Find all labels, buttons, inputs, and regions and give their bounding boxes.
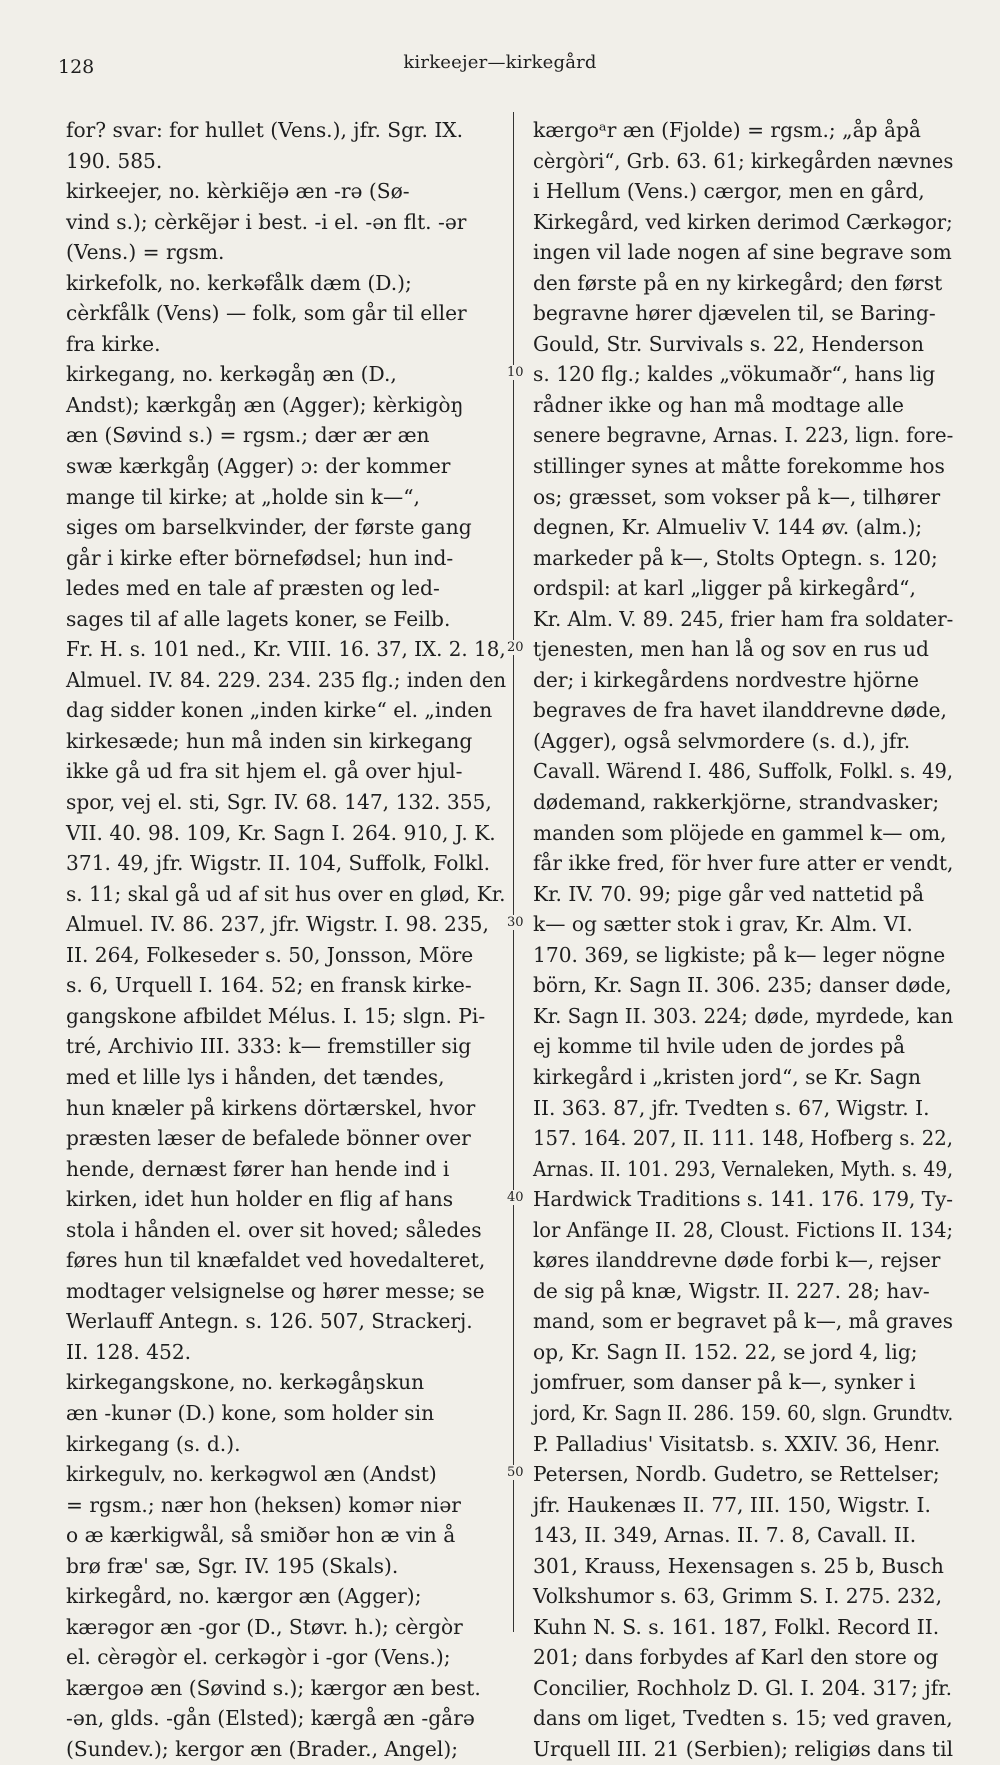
- left-column-line: gangskone afbildet Mélus. I. 15; slgn. Pi-: [66, 1003, 486, 1028]
- right-column-line: kirkegård i „kristen jord“, se Kr. Sagn: [533, 1064, 921, 1089]
- left-column-line: kirkefolk, no. kerkəfålk dæm (D.);: [66, 270, 412, 295]
- right-column-line: P. Palladius' Visitatsb. s. XXIV. 36, Henr.: [533, 1431, 941, 1456]
- right-column-line: jomfruer, som danser på k—, synker i: [533, 1370, 916, 1395]
- right-column-line: Volkshumor s. 63, Grimm S. I. 275. 232,: [533, 1584, 943, 1609]
- left-column-line: Almuel. IV. 86. 237, jfr. Wigstr. I. 98. 235,: [66, 912, 489, 937]
- right-column-line: tjenesten, men han lå og sov en rus ud: [533, 637, 929, 662]
- left-column-line: Fr. H. s. 101 ned., Kr. VIII. 16. 37, IX. 2. 18,: [66, 637, 506, 662]
- right-column-line: degnen, Kr. Almueliv V. 144 øv. (alm.);: [533, 515, 923, 540]
- right-column-line: Cavall. Wärend I. 486, Suffolk, Folkl. s. 49,: [533, 759, 954, 784]
- left-column-line: æn (Søvind s.) = rgsm.; dær ær æn: [66, 423, 430, 448]
- left-column-line: kirkegang, no. kerkəgåŋ æn (D.,: [66, 362, 397, 387]
- left-column-line: for? svar: for hullet (Vens.), jfr. Sgr. IX.: [66, 118, 464, 142]
- left-column-line: vind s.); cèrkẽjər i best. -i el. -ən flt. -ər: [66, 209, 467, 234]
- left-column-line: cèrkfålk (Vens) — folk, som går til eller: [66, 301, 467, 326]
- left-column-line: kirkesæde; hun må inden sin kirkegang: [66, 728, 473, 753]
- left-column-line: præsten læser de befalede bönner over: [66, 1126, 471, 1151]
- left-column-line: kirkegulv, no. kerkəgwol æn (Andst): [66, 1462, 437, 1487]
- right-column-line: manden som plöjede en gammel k— om,: [533, 820, 947, 845]
- right-column-line: begraves de fra havet ilanddrevne døde,: [533, 698, 947, 723]
- right-column-line: (Agger), også selvmordere (s. d.), jfr.: [533, 728, 911, 753]
- left-column-line: (Vens.) = rgsm.: [66, 240, 225, 265]
- left-column-line: Andst); kærkgåŋ æn (Agger); kèrkigòŋ: [66, 392, 464, 417]
- left-column-line: tré, Archivio III. 333: k— fremstiller sig: [66, 1034, 472, 1059]
- right-column-line: jfr. Haukenæs II. 77, III. 150, Wigstr. I.: [533, 1492, 931, 1517]
- left-column-line: el. cèrəgòr el. cerkəgòr i -gor (Vens.);: [66, 1645, 451, 1670]
- left-column-line: kirken, idet hun holder en flig af hans: [66, 1187, 454, 1212]
- left-column-line: brø fræ' sæ, Sgr. IV. 195 (Skals).: [66, 1553, 399, 1578]
- right-column-line: de sig på knæ, Wigstr. II. 227. 28; hav-: [533, 1278, 930, 1303]
- left-column-line: II. 264, Folkeseder s. 50, Jonsson, Möre: [66, 942, 474, 967]
- right-column-line: Kuhn N. S. s. 161. 187, Folkl. Record II.: [533, 1614, 940, 1639]
- left-column-line: s. 11; skal gå ud af sit hus over en glød, Kr.: [66, 881, 506, 906]
- right-column-line: jord, Kr. Sagn II. 286. 159. 60, slgn. Grundtv.: [533, 1400, 954, 1425]
- right-column-line: Kirkegård, ved kirken derimod Cærkəgor;: [533, 209, 953, 234]
- right-column-line: køres ilanddrevne døde forbi k—, rejser: [533, 1248, 941, 1273]
- right-column-line: dødemand, rakkerkjörne, strandvasker;: [533, 790, 940, 815]
- left-column-line: kærgoə æn (Søvind s.); kærgor æn best.: [66, 1675, 481, 1700]
- left-column-line: føres hun til knæfaldet ved hovedalteret,: [66, 1248, 486, 1273]
- right-column-line: dans om liget, Tvedten s. 15; ved graven,: [533, 1706, 953, 1731]
- left-column-line: o æ kærkigwål, så smiðər hon æ vin å: [66, 1523, 456, 1548]
- left-column-line: hende, dernæst fører han hende ind i: [66, 1156, 450, 1181]
- right-column-line: 143, II. 349, Arnas. II. 7. 8, Cavall. II.: [533, 1523, 917, 1548]
- right-column-line: Kr. IV. 70. 99; pige går ved nattetid på: [533, 881, 925, 906]
- right-column-line: ej komme til hvile uden de jordes på: [533, 1034, 906, 1059]
- left-column-line: -ən, glds. -gån (Elsted); kærgå æn -gårə: [66, 1706, 475, 1731]
- left-column-line: fra kirke.: [66, 331, 161, 356]
- right-column: [533, 115, 953, 1765]
- right-column-line: k— og sætter stok i grav, Kr. Alm. VI.: [533, 912, 913, 937]
- left-column-line: II. 128. 452.: [66, 1339, 192, 1364]
- line-number-30: 30: [507, 915, 524, 930]
- left-column-line: ledes med en tale af præsten og led-: [66, 576, 440, 601]
- left-column-line: går i kirke efter börnefødsel; hun ind-: [66, 545, 454, 570]
- right-column-line: får ikke fred, för hver fure atter er vendt,: [533, 851, 954, 876]
- left-column-line: dag sidder konen „inden kirke“ el. „inden: [66, 698, 493, 723]
- left-column-line: Almuel. IV. 84. 229. 234. 235 flg.; inden den: [66, 667, 507, 692]
- line-number-20: 20: [507, 640, 524, 655]
- left-column-line: kirkegang (s. d.).: [66, 1431, 241, 1456]
- left-column-line: siges om barselkvinder, der første gang: [66, 515, 472, 540]
- right-column-line: den første på en ny kirkegård; den først: [533, 270, 943, 295]
- right-column-line: börn, Kr. Sagn II. 306. 235; danser døde,: [533, 973, 952, 998]
- left-column-line: kirkegård, no. kærgor æn (Agger);: [66, 1584, 422, 1609]
- right-column-line: cèrgòri“, Grb. 63. 61; kirkegården nævnes: [533, 148, 954, 173]
- left-column-line: stola i hånden el. over sit hoved; således: [66, 1217, 482, 1242]
- right-column-line: ingen vil lade nogen af sine begrave som: [533, 240, 952, 265]
- right-column-line: i Hellum (Vens.) cærgor, men en gård,: [533, 179, 925, 204]
- left-column-line: s. 6, Urquell I. 164. 52; en fransk kirke-: [66, 973, 472, 998]
- right-column-line: lor Anfänge II. 28, Cloust. Fictions II. 134;: [533, 1217, 954, 1242]
- left-column-line: æn -kunər (D.) kone, som holder sin: [66, 1400, 435, 1425]
- right-column-line: Petersen, Nordb. Gudetro, se Rettelser;: [533, 1462, 940, 1487]
- left-column-line: modtager velsignelse og hører messe; se: [66, 1278, 485, 1303]
- right-column-line: op, Kr. Sagn II. 152. 22, se jord 4, lig;: [533, 1339, 918, 1364]
- right-column-line: Concilier, Rochholz D. Gl. I. 204. 317; jfr.: [533, 1675, 953, 1700]
- left-column-line: VII. 40. 98. 109, Kr. Sagn I. 264. 910, J. K.: [66, 820, 496, 845]
- left-column-line: 371. 49, jfr. Wigstr. II. 104, Suffolk, Folkl.: [66, 851, 491, 876]
- right-column-line: 201; dans forbydes af Karl den store og: [533, 1645, 939, 1670]
- right-column-line: 301, Krauss, Hexensagen s. 25 b, Busch: [533, 1553, 944, 1578]
- right-column-line: II. 363. 87, jfr. Tvedten s. 67, Wigstr. I.: [533, 1095, 930, 1120]
- right-column-line: rådner ikke og han må modtage alle: [533, 392, 905, 417]
- right-column-line: mand, som er begravet på k—, må graves: [533, 1309, 953, 1334]
- right-column-line: der; i kirkegårdens nordvestre hjörne: [533, 667, 919, 692]
- left-column-line: spor, vej el. sti, Sgr. IV. 68. 147, 132. 355,: [66, 790, 492, 815]
- right-column-line: begravne hører djævelen til, se Baring-: [533, 301, 936, 326]
- left-column-line: mange til kirke; at „holde sin k—“,: [66, 484, 420, 509]
- left-column-line: kærəgor æn -gor (D., Støvr. h.); cèrgòr: [66, 1614, 463, 1639]
- left-column-line: 190. 585.: [66, 148, 163, 173]
- running-title: kirkeejer—kirkegård: [403, 52, 597, 73]
- left-column-line: med et lille lys i hånden, det tændes,: [66, 1064, 445, 1089]
- line-number-40: 40: [507, 1190, 524, 1205]
- right-column-line: ordspil: at karl „ligger på kirkegård“,: [533, 576, 916, 601]
- right-column-line: Urquell III. 21 (Serbien); religiøs dans til: [533, 1736, 954, 1761]
- page-number: 128: [58, 56, 95, 78]
- left-column-line: sages til af alle lagets koner, se Feilb.: [66, 606, 451, 631]
- right-column-line: Arnas. II. 101. 293, Vernaleken, Myth. s. 49,: [533, 1156, 954, 1181]
- line-number-10: 10: [507, 365, 524, 380]
- right-column-line: markeder på k—, Stolts Optegn. s. 120;: [533, 545, 938, 570]
- right-column-line: kærgoᵃr æn (Fjolde) = rgsm.; „åp åpå: [533, 118, 921, 142]
- right-column-line: os; græsset, som vokser på k—, tilhører: [533, 484, 941, 509]
- right-column-line: 157. 164. 207, II. 111. 148, Hofberg s. 22,: [533, 1126, 954, 1151]
- left-column-line: (Sundev.); kergor æn (Brader., Angel);: [66, 1736, 458, 1761]
- right-column-line: Kr. Alm. V. 89. 245, frier ham fra soldater-: [533, 606, 954, 631]
- left-column-line: ikke gå ud fra sit hjem el. gå over hjul-: [66, 759, 463, 784]
- column-divider: [513, 112, 514, 1632]
- left-column: [66, 115, 506, 1765]
- left-column-line: hun knæler på kirkens dörtærskel, hvor: [66, 1095, 476, 1120]
- right-column-line: s. 120 flg.; kaldes „vökumaðr“, hans lig: [533, 362, 936, 387]
- right-column-line: Hardwick Traditions s. 141. 176. 179, Ty-: [533, 1187, 953, 1212]
- right-column-line: 170. 369, se ligkiste; på k— leger nögne: [533, 942, 946, 967]
- right-column-line: Gould, Str. Survivals s. 22, Henderson: [533, 331, 925, 356]
- right-column-line: senere begravne, Arnas. I. 223, lign. fore-: [533, 423, 954, 448]
- left-column-line: Werlauff Antegn. s. 126. 507, Strackerj.: [66, 1309, 473, 1334]
- left-column-line: kirkeejer, no. kèrkiẽjə æn -rə (Sø-: [66, 179, 410, 204]
- left-column-line: swæ kærkgåŋ (Agger) ɔ: der kommer: [66, 454, 451, 479]
- line-number-50: 50: [507, 1465, 524, 1480]
- right-column-line: stillinger synes at måtte forekomme hos: [533, 454, 945, 479]
- right-column-line: Kr. Sagn II. 303. 224; døde, myrdede, kan: [533, 1003, 954, 1028]
- left-column-line: = rgsm.; nær hon (heksen) komər niər: [66, 1492, 461, 1517]
- left-column-line: kirkegangskone, no. kerkəgåŋskun: [66, 1370, 425, 1395]
